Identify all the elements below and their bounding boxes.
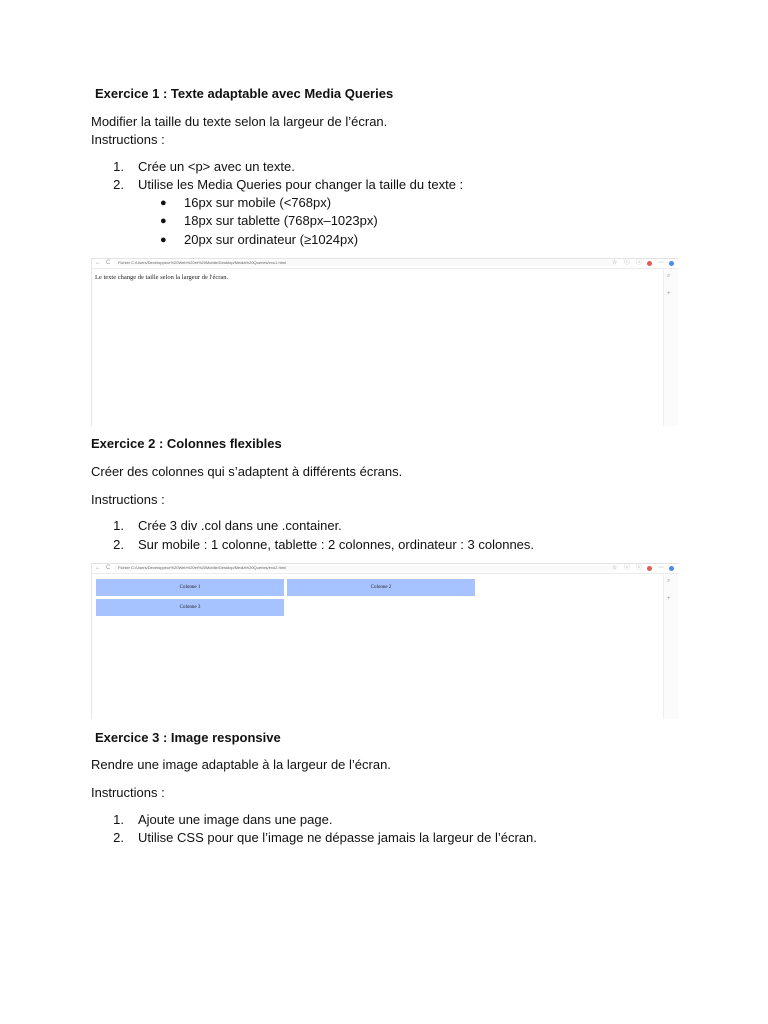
bullet-text: 18px sur tablette (768px–1023px): [184, 213, 378, 228]
star-icon: ☆: [612, 260, 618, 266]
bullet-text: 16px sur mobile (<768px): [184, 195, 332, 210]
step-text: Crée 3 div .col dans une .container.: [138, 518, 342, 533]
plus-icon: +: [667, 291, 671, 297]
browser-toolbar: [92, 259, 678, 269]
step-number: 1.: [113, 812, 124, 827]
side-rail: [663, 269, 678, 426]
exercise2-description: Créer des colonnes qui s’adaptent à différents écrans.: [91, 464, 403, 479]
menu-icon: ⋯: [658, 565, 664, 571]
step-number: 2.: [113, 177, 124, 192]
step-number: 1.: [113, 518, 124, 533]
plus-icon: +: [667, 596, 671, 602]
column-1: Colonne 1: [96, 579, 284, 596]
back-icon: ←: [95, 565, 101, 571]
step-number: 2.: [113, 537, 124, 552]
bullet-icon: ●: [160, 197, 167, 209]
profile-icon: [647, 261, 652, 266]
search-icon: ⌕: [667, 578, 671, 584]
column-3: Colonne 3: [96, 599, 284, 616]
exercise3-description: Rendre une image adaptable à la largeur de l’écran.: [91, 757, 391, 772]
copilot-icon: [669, 261, 674, 266]
step-text: Crée un <p> avec un texte.: [138, 159, 295, 174]
exercise2-title: Exercice 2 : Colonnes flexibles: [91, 436, 282, 451]
exercise1-instructions-label: Instructions :: [91, 132, 165, 147]
step-text: Utilise CSS pour que l’image ne dépasse jamais la largeur de l’écran.: [138, 830, 537, 845]
sync-icon: ⓘ: [636, 565, 643, 571]
copilot-icon: [669, 566, 674, 571]
exercise1-description: Modifier la taille du texte selon la largeur de l’écran.: [91, 114, 388, 129]
bullet-icon: ●: [160, 215, 167, 227]
side-rail: [663, 574, 678, 719]
menu-icon: ⋯: [658, 260, 664, 266]
step-text: Sur mobile : 1 colonne, tablette : 2 colonnes, ordinateur : 3 colonnes.: [138, 537, 535, 552]
reload-icon: C: [106, 565, 111, 571]
bullet-text: 20px sur ordinateur (≥1024px): [184, 232, 359, 247]
step-number: 1.: [113, 159, 124, 174]
exercise1-title: Exercice 1 : Texte adaptable avec Media Queries: [95, 86, 394, 101]
exercise3-title: Exercice 3 : Image responsive: [95, 730, 281, 745]
browser-screenshot-2: [91, 563, 678, 719]
sync-icon: ⓘ: [636, 260, 643, 266]
address-bar: Fichier C:/Users/Developpeur%20Web%20et%20Mobile/Desktop/Media%20Queries/exo1.html: [114, 260, 618, 266]
page-paragraph: Le texte change de taille selon la largeur de l'écran.: [95, 274, 229, 281]
column-2: Colonne 2: [287, 579, 475, 596]
bullet-icon: ●: [160, 234, 167, 246]
step-text: Utilise les Media Queries pour changer la taille du texte :: [138, 177, 464, 192]
exercise2-instructions-label: Instructions :: [91, 492, 165, 507]
step-number: 2.: [113, 830, 124, 845]
reload-icon: C: [106, 260, 111, 266]
browser-screenshot-1: [91, 258, 678, 426]
exercise3-instructions-label: Instructions :: [91, 785, 165, 800]
extension-icon: ⓘ: [624, 565, 631, 571]
browser-toolbar: [92, 564, 678, 574]
extension-icon: ⓘ: [624, 260, 631, 266]
step-text: Ajoute une image dans une page.: [138, 812, 333, 827]
search-icon: ⌕: [667, 273, 671, 279]
star-icon: ☆: [612, 565, 618, 571]
address-bar: Fichier C:/Users/Developpeur%20Web%20et%20Mobile/Desktop/Media%20Queries/exo2.html: [114, 565, 618, 571]
back-icon: ←: [95, 260, 101, 266]
profile-icon: [647, 566, 652, 571]
